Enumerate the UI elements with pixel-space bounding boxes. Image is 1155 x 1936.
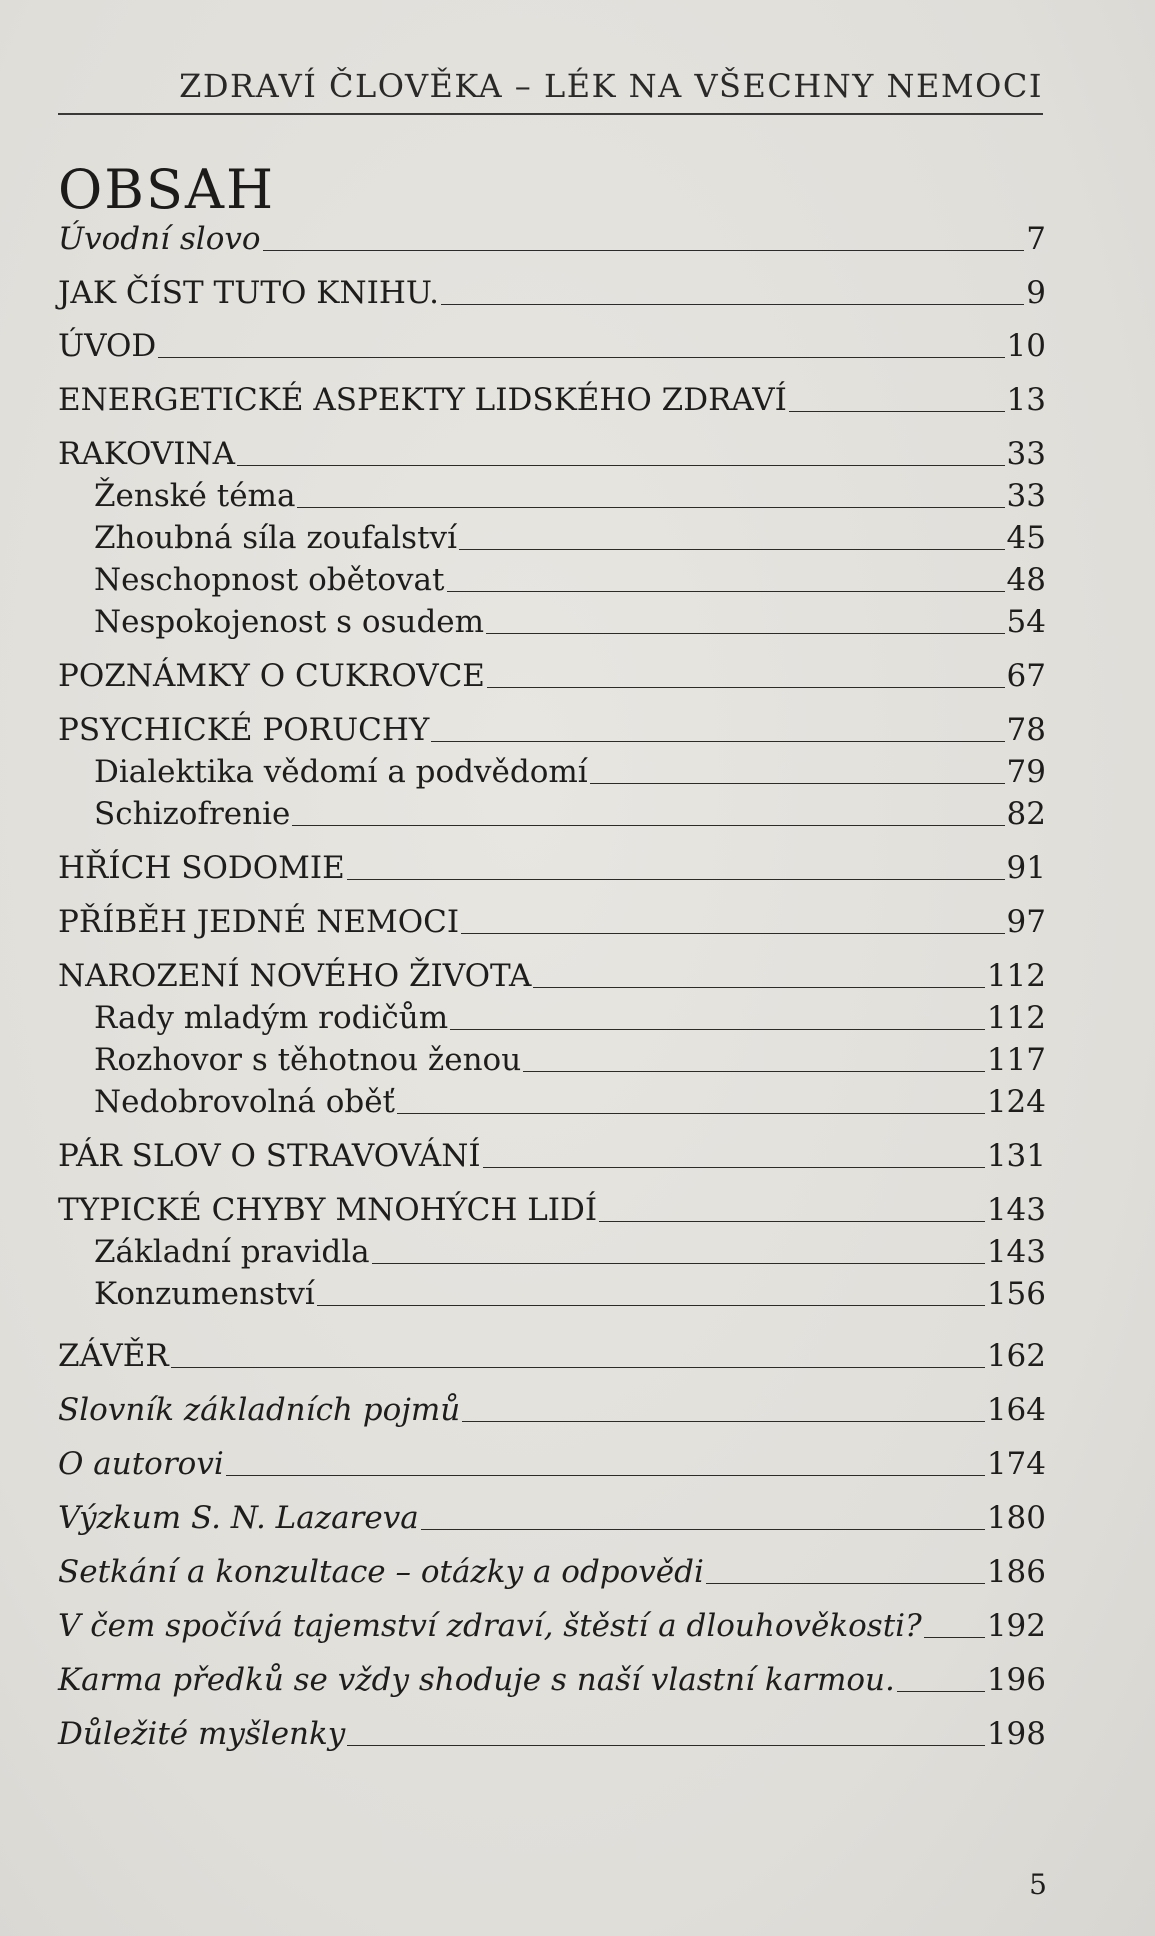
toc-entry-title: ÚVOD [58,328,157,364]
toc-entry-title: Zhoubná síla zoufalství [94,520,457,556]
toc-page-number: 162 [986,1338,1046,1374]
toc-entry [58,1332,1046,1376]
toc-entry-title: POZNÁMKY O CUKROVCE [58,658,485,694]
toc-leader-line [533,987,984,988]
toc-entry [58,1186,1046,1230]
toc-entry-title: ZÁVĚR [58,1338,169,1374]
toc-entry-title: Nespokojenost s osudem [94,604,485,640]
toc-leader-line [421,1529,985,1530]
toc-entry-title: PŘÍBĚH JEDNÉ NEMOCI [58,904,460,940]
toc-entry-title: Výzkum S. N. Lazareva [58,1500,419,1536]
toc-entry-title: Karma předků se vždy shoduje s naší vlastní karmou. [58,1662,895,1698]
page-title: OBSAH [58,158,276,221]
toc-subentry [94,748,1046,792]
toc-page-number: 48 [1006,562,1046,598]
toc-leader-line [397,1113,985,1114]
toc-leader-line [297,507,1004,508]
toc-entry [58,652,1046,696]
toc-page-number: 112 [986,958,1046,994]
toc-leader-line [347,1745,985,1746]
toc-page-number: 131 [986,1138,1046,1174]
toc-leader-line [447,591,1005,592]
page-number: 5 [1029,1868,1047,1901]
toc-page-number: 117 [986,1042,1046,1078]
toc-leader-line [292,825,1004,826]
toc-leader-line [158,357,1004,358]
toc-subentry [94,1078,1046,1122]
toc-entry-title: Důležité myšlenky [58,1716,346,1752]
toc-page-number: 54 [1006,604,1046,640]
toc-entry-title: Úvodní slovo [58,221,261,257]
toc-page-number: 79 [1006,754,1046,790]
toc-subentry [94,1228,1046,1272]
toc-entry-title: HŘÍCH SODOMIE [58,850,345,886]
toc-entry [58,1710,1046,1754]
toc-entry [58,1494,1046,1538]
toc-leader-line [897,1691,985,1692]
toc-entry-title: Základní pravidla [94,1234,370,1270]
toc-entry [58,1440,1046,1484]
toc-entry [58,376,1046,420]
toc-leader-line [461,933,1004,934]
toc-entry-title: PSYCHICKÉ PORUCHY [58,712,430,748]
toc-page-number: 7 [1026,221,1046,257]
toc-page-number: 82 [1006,796,1046,832]
toc-leader-line [706,1583,985,1584]
toc-leader-line [462,1421,985,1422]
toc-leader-line [347,879,1005,880]
toc-page-number: 192 [986,1608,1046,1644]
toc-subentry [94,598,1046,642]
toc-entry-title: Rady mladým rodičům [94,1000,449,1036]
toc-page-number: 33 [1006,436,1046,472]
toc-leader-line [317,1305,985,1306]
toc-leader-line [171,1367,985,1368]
toc-page-number: 9 [1026,275,1046,311]
toc-page-number: 124 [986,1084,1046,1120]
toc-entry-title: JAK ČÍST TUTO KNIHU. [58,275,440,311]
toc-entry [58,430,1046,474]
toc-leader-line [237,465,1004,466]
toc-subentry [94,790,1046,834]
toc-entry [58,952,1046,996]
toc-entry-title: Setkání a konzultace – otázky a odpovědi [58,1554,704,1590]
toc-page-number: 196 [986,1662,1046,1698]
toc-entry [58,1132,1046,1176]
toc-subentry [94,514,1046,558]
toc-entry [58,706,1046,750]
toc-page-number: 164 [986,1392,1046,1428]
toc-entry [58,1602,1046,1646]
toc-entry [58,215,1046,259]
toc-entry [58,322,1046,366]
toc-entry-title: Ženské téma [94,478,296,514]
toc-leader-line [590,783,1005,784]
toc-entry-title: Rozhovor s těhotnou ženou [94,1042,522,1078]
toc-leader-line [523,1071,985,1072]
toc-entry-title: TYPICKÉ CHYBY MNOHÝCH LIDÍ [58,1192,598,1228]
toc-page-number: 186 [986,1554,1046,1590]
toc-entry [58,269,1046,313]
toc-entry-title: Konzumenství [94,1276,315,1312]
toc-entry [58,1548,1046,1592]
toc-page-number: 112 [986,1000,1046,1036]
toc-entry-title: PÁR SLOV O STRAVOVÁNÍ [58,1138,481,1174]
toc-leader-line [263,250,1025,251]
toc-page-number: 156 [986,1276,1046,1312]
toc-leader-line [450,1029,985,1030]
toc-leader-line [483,1167,985,1168]
toc-leader-line [789,411,1005,412]
toc-page-number: 174 [986,1446,1046,1482]
toc-entry-title: Nedobrovolná oběť [94,1084,396,1120]
toc-entry-title: Schizofrenie [94,796,291,832]
toc-subentry [94,472,1046,516]
toc-entry-title: O autorovi [58,1446,224,1482]
toc-entry-title: Slovník základních pojmů [58,1392,461,1428]
toc-leader-line [431,741,1004,742]
toc-page-number: 67 [1006,658,1046,694]
toc-entry-title: NAROZENÍ NOVÉHO ŽIVOTA [58,958,532,994]
toc-page-number: 91 [1006,850,1046,886]
toc-leader-line [372,1263,985,1264]
toc-page-number: 143 [986,1192,1046,1228]
toc-leader-line [487,687,1005,688]
toc-entry-title: V čem spočívá tajemství zdraví, štěstí a dlouhověkosti? [58,1608,922,1644]
toc-entry-title: ENERGETICKÉ ASPEKTY LIDSKÉHO ZDRAVÍ [58,382,787,418]
toc-entry [58,844,1046,888]
toc-entry-title: Neschopnost obětovat [94,562,445,598]
toc-entry [58,1386,1046,1430]
table-of-contents [58,0,1046,1936]
toc-leader-line [459,549,1005,550]
toc-entry-title: RAKOVINA [58,436,236,472]
toc-page-number: 97 [1006,904,1046,940]
toc-subentry [94,994,1046,1038]
running-head: ZDRAVÍ ČLOVĚKA – LÉK NA VŠECHNY NEMOCI [179,67,1043,105]
toc-subentry [94,556,1046,600]
toc-page-number: 33 [1006,478,1046,514]
toc-entry [58,898,1046,942]
toc-page-number: 78 [1006,712,1046,748]
toc-subentry [94,1036,1046,1080]
toc-leader-line [226,1475,985,1476]
toc-page-number: 10 [1006,328,1046,364]
toc-page-number: 143 [986,1234,1046,1270]
toc-leader-line [599,1221,985,1222]
toc-page-number: 13 [1006,382,1046,418]
toc-leader-line [924,1637,985,1638]
toc-leader-line [441,304,1024,305]
toc-page-number: 198 [986,1716,1046,1752]
toc-subentry [94,1270,1046,1314]
toc-page-number: 180 [986,1500,1046,1536]
toc-leader-line [486,633,1005,634]
toc-entry-title: Dialektika vědomí a podvědomí [94,754,588,790]
toc-page-number: 45 [1006,520,1046,556]
toc-entry [58,1656,1046,1700]
